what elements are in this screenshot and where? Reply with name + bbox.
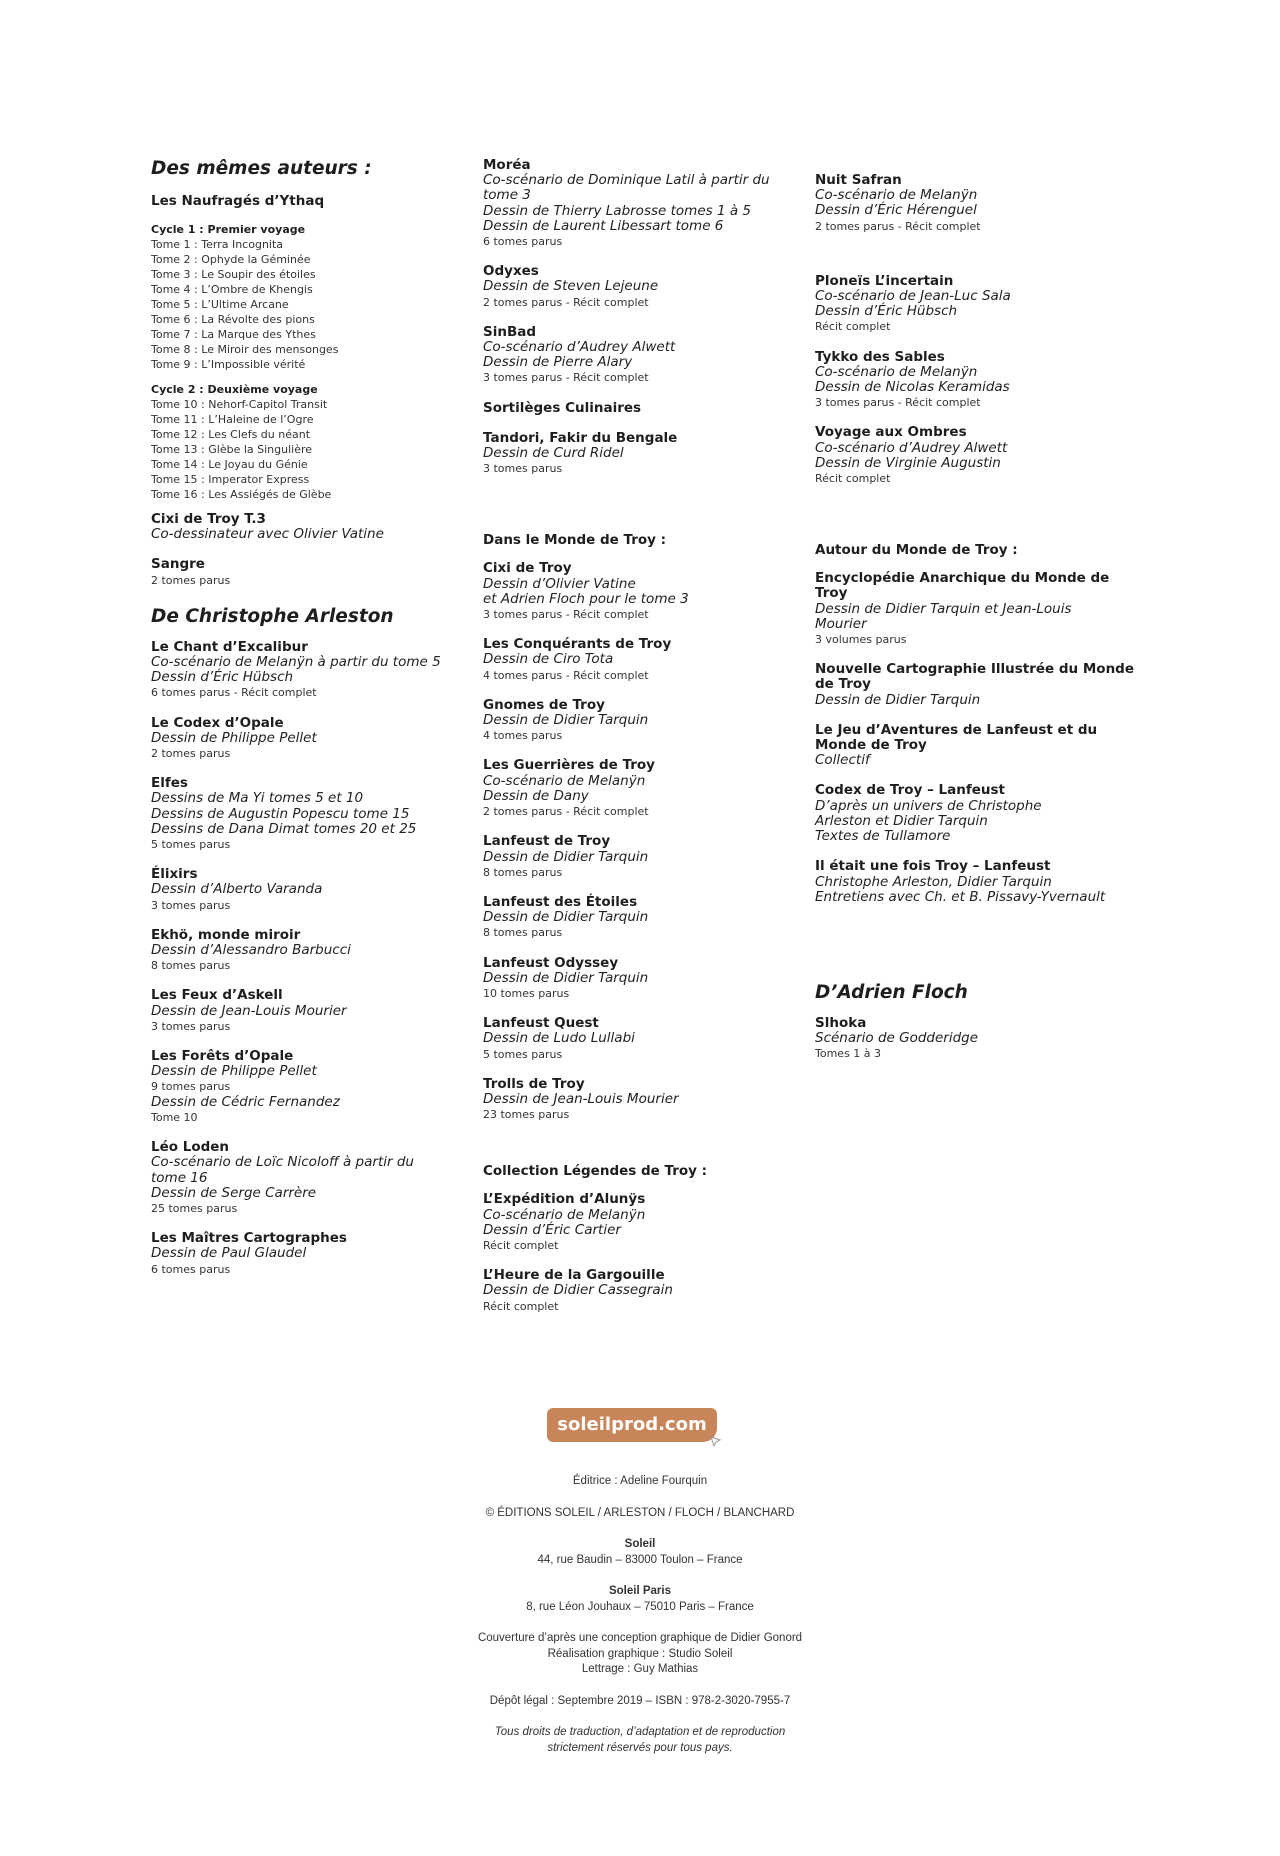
credit-line: Réalisation graphique : Studio Soleil — [547, 1647, 733, 1660]
series-credit: tome 3 — [483, 187, 531, 204]
series-title: Slhoka — [815, 1014, 867, 1031]
publisher-address — [380, 1584, 900, 1615]
series-credit: Dessin de Pierre Alary — [483, 354, 633, 371]
series-count: Récit complet — [815, 472, 891, 486]
series-title: L’Expédition d’Alunÿs — [483, 1191, 646, 1208]
series-credit: Co-scénario de Melanÿn — [483, 772, 646, 789]
series-entry — [483, 637, 803, 683]
series-count: 25 tomes parus — [151, 1201, 238, 1215]
series-entry — [151, 716, 471, 762]
series-count: 3 volumes parus — [815, 633, 907, 647]
series-credit: Dessin de Dany — [483, 787, 589, 804]
series-credit: Dessin de Didier Tarquin et Jean-Louis — [815, 600, 1072, 617]
series-entry — [151, 867, 471, 913]
tome-item: Tome 10 : Nehorf-Capitol Transit — [151, 398, 328, 411]
publisher-street: 44, rue Baudin – 83000 Toulon – France — [537, 1553, 743, 1566]
series-credit: Dessin de Virginie Augustin — [815, 454, 1001, 471]
series-title: Troy — [815, 585, 848, 602]
editor-credit: Éditrice : Adeline Fourquin — [572, 1475, 708, 1487]
cycle-title: Cycle 1 : Premier voyage — [151, 223, 306, 236]
series-credit: Co-scénario de Melanÿn — [815, 187, 978, 204]
series-entry — [815, 350, 1135, 411]
series-title: Les Maîtres Cartographes — [151, 1230, 347, 1247]
series-credit: Dessin de Laurent Libessart tome 6 — [483, 217, 724, 234]
section-title: D’Adrien Floch — [815, 981, 968, 1003]
series-entry — [483, 325, 803, 386]
series-entry — [815, 274, 1135, 335]
series-credit: Dessin de Cédric Fernandez — [151, 1093, 340, 1110]
series-credit: Co-scénario de Jean-Luc Sala — [815, 288, 1011, 305]
tome-item: Tome 4 : L’Ombre de Khengis — [151, 283, 313, 296]
series-credit: Dessin de Jean-Louis Mourier — [483, 1090, 679, 1107]
series-count: Récit complet — [483, 1299, 559, 1313]
series-count: 2 tomes parus - Récit complet — [815, 219, 981, 233]
series-title: Tandori, Fakir du Bengale — [483, 429, 678, 446]
tome-item: Tome 13 : Glèbe la Singulière — [151, 443, 313, 456]
tome-item: Tome 3 : Le Soupir des étoiles — [151, 268, 316, 281]
series-title: Les Feux d’Askell — [151, 987, 283, 1004]
series-title: Tykko des Sables — [815, 348, 945, 365]
rights-line: strictement réservés pour tous pays. — [547, 1741, 733, 1754]
series-credit: Dessin de Ludo Lullabi — [483, 1030, 635, 1047]
series-count: Récit complet — [483, 1238, 559, 1252]
series-entry — [483, 895, 803, 941]
series-title: Cixi de Troy T.3 — [151, 511, 266, 527]
series-count: 3 tomes parus - Récit complet — [815, 396, 981, 410]
series-count: 2 tomes parus — [151, 747, 231, 761]
series-title: Léo Loden — [151, 1139, 230, 1156]
tome-item: Tome 12 : Les Clefs du néant — [151, 428, 311, 441]
series-entry — [483, 158, 803, 249]
series-title: Lanfeust Odyssey — [483, 954, 619, 971]
series-count: 23 tomes parus — [483, 1108, 570, 1122]
series-entry — [151, 1049, 471, 1125]
series-entry — [151, 776, 471, 852]
series-entry — [151, 928, 471, 974]
series-credit: Co-scénario de Melanÿn — [815, 363, 978, 380]
tome-item: Tome 15 : Imperator Express — [151, 473, 310, 486]
series-title: Les Guerrières de Troy — [483, 757, 655, 774]
column-right — [815, 173, 1135, 1077]
series-count: 6 tomes parus — [483, 235, 563, 249]
publisher-street: 8, rue Léon Jouhaux – 75010 Paris – France — [526, 1600, 754, 1613]
series-entry — [483, 1192, 803, 1253]
series-credit: Dessin de Serge Carrère — [151, 1184, 317, 1201]
series-credit: Dessins de Augustin Popescu tome 15 — [151, 805, 410, 822]
series-credit: Dessin d’Olivier Vatine — [483, 575, 636, 592]
series-entry — [815, 662, 1135, 708]
series-title: Gnomes de Troy — [483, 696, 605, 713]
series-entry — [815, 571, 1135, 647]
series-title: Nuit Safran — [815, 172, 902, 188]
series-credit: Dessin d’Éric Hübsch — [151, 669, 294, 686]
series-credit: Dessins de Ma Yi tomes 5 et 10 — [151, 790, 364, 807]
series-entry — [483, 834, 803, 880]
series-credit: tome 16 — [151, 1169, 208, 1186]
series-title: Lanfeust Quest — [483, 1015, 599, 1032]
series-credit: Co-dessinateur avec Olivier Vatine — [151, 526, 384, 543]
series-title: Odyxes — [483, 263, 539, 280]
series-title: Lanfeust de Troy — [483, 833, 611, 850]
series-entry — [483, 758, 803, 819]
cycle-list — [151, 222, 471, 372]
series-count: 8 tomes parus — [483, 926, 563, 940]
series-entry — [151, 988, 471, 1034]
series-credit: Dessin de Curd Ridel — [483, 445, 624, 462]
series-title: Le Chant d’Excalibur — [151, 638, 308, 655]
series-credit: Co-scénario de Melanÿn à partir du tome 5 — [151, 654, 441, 671]
series-credit: Dessin de Ciro Tota — [483, 651, 614, 668]
tome-item: Tome 5 : L’Ultime Arcane — [151, 298, 289, 311]
tome-item: Tome 11 : L’Haleine de l’Ogre — [151, 413, 314, 426]
credit-line: Lettrage : Guy Mathias — [581, 1663, 699, 1675]
copyright: © ÉDITIONS SOLEIL / ARLESTON / FLOCH / BLANCHARD — [485, 1506, 795, 1519]
series-credit: Dessin d’Alberto Varanda — [151, 881, 323, 898]
section-heading: Dans le Monde de Troy : — [483, 532, 667, 549]
series-count: 8 tomes parus — [151, 959, 231, 973]
series-credit: Dessin de Nicolas Keramidas — [815, 379, 1010, 396]
series-count: 6 tomes parus — [151, 1262, 231, 1276]
series-count: 3 tomes parus — [151, 898, 231, 912]
series-credit: Dessin de Philippe Pellet — [151, 1063, 317, 1080]
series-entry — [483, 1016, 803, 1062]
series-entry — [815, 1016, 1135, 1062]
series-entry — [483, 431, 803, 477]
series-count: 3 tomes parus — [151, 1019, 231, 1033]
series-count: 5 tomes parus — [483, 1047, 563, 1061]
tome-item: Tome 2 : Ophyde la Géminée — [151, 253, 311, 266]
series-entry — [483, 698, 803, 744]
section-title: Des mêmes auteurs : — [151, 158, 372, 179]
series-entry — [815, 783, 1135, 844]
series-credit: Mourier — [815, 615, 867, 632]
series-count: 4 tomes parus — [483, 729, 563, 743]
series-count: 3 tomes parus - Récit complet — [483, 371, 649, 385]
series-credit: Dessin de Paul Glaudel — [151, 1245, 307, 1262]
tome-item: Tome 16 : Les Assiégés de Glèbe — [151, 488, 332, 501]
series-count: 8 tomes parus — [483, 865, 563, 879]
legal-deposit: Dépôt légal : Septembre 2019 – ISBN : 978-2-3020-7955-7 — [489, 1694, 791, 1707]
series-title: Trolls de Troy — [483, 1075, 585, 1092]
series-credit: Dessin d’Éric Hérenguel — [815, 202, 977, 219]
publisher-name: Soleil Paris — [608, 1585, 671, 1597]
section-heading: Collection Légendes de Troy : — [483, 1163, 708, 1180]
series-title: Sangre — [151, 556, 205, 573]
tome-item: Tome 6 : La Révolte des pions — [151, 313, 315, 326]
rights-notice — [380, 1725, 900, 1756]
series-count: 6 tomes parus - Récit complet — [151, 686, 317, 700]
series-entry — [483, 1268, 803, 1314]
tome-item: Tome 14 : Le Joyau du Génie — [151, 458, 308, 471]
tome-item: Tome 1 : Terra Incognita — [151, 238, 284, 251]
column-left — [151, 158, 471, 1292]
series-entry — [483, 1077, 803, 1123]
series-credit: Dessin de Jean-Louis Mourier — [151, 1002, 347, 1019]
series-title: Élixirs — [151, 866, 198, 883]
series-entry — [815, 173, 1135, 234]
series-credit: Dessins de Dana Dimat tomes 20 et 25 — [151, 820, 417, 837]
series-credit: Dessin de Didier Cassegrain — [483, 1282, 673, 1299]
series-credit: Co-scénario d’Audrey Alwett — [815, 439, 1008, 456]
series-title: de Troy — [815, 676, 871, 693]
series-entry — [815, 859, 1135, 905]
series-title: SinBad — [483, 323, 537, 340]
tome-item: Tome 8 : Le Miroir des mensonges — [151, 343, 339, 356]
series-credit: Entretiens avec Ch. et B. Pissavy-Yvernault — [815, 888, 1106, 905]
series-title: Cixi de Troy — [483, 560, 572, 577]
series-credit: Dessin de Thierry Labrosse tomes 1 à 5 — [483, 202, 751, 219]
publisher-address — [380, 1537, 900, 1568]
tome-item: Tome 9 : L’Impossible vérité — [151, 358, 306, 371]
series-title: Elfes — [151, 775, 188, 792]
series-count: 5 tomes parus — [151, 838, 231, 852]
section-title: De Christophe Arleston — [151, 605, 394, 627]
cursor-arrow-icon — [710, 1436, 722, 1448]
series-title: Ploneïs L’incertain — [815, 272, 954, 289]
series-credit: Co-scénario d’Audrey Alwett — [483, 339, 676, 356]
cycle-title: Cycle 2 : Deuxième voyage — [151, 383, 318, 396]
series-credit: Co-scénario de Melanÿn — [483, 1206, 646, 1223]
series-title: Les Forêts d’Opale — [151, 1048, 294, 1065]
series-credit: Co-scénario de Loïc Nicoloff à partir du — [151, 1154, 414, 1171]
series-credit: Dessin de Didier Tarquin — [815, 691, 981, 708]
series-entry — [815, 425, 1135, 486]
series-entry — [483, 264, 803, 310]
credit-line: Couverture d’après une conception graphique de Didier Gonord — [477, 1632, 803, 1644]
series-credit: Co-scénario de Dominique Latil à partir du — [483, 172, 770, 189]
series-count: Tome 10 — [151, 1110, 198, 1124]
series-credit: Dessin de Didier Tarquin — [483, 909, 649, 926]
series-title: Nouvelle Cartographie Illustrée du Monde — [815, 661, 1135, 678]
series-title: Le Jeu d’Aventures de Lanfeust et du — [815, 721, 1098, 738]
series-entry — [483, 956, 803, 1002]
series-credit: Dessin de Didier Tarquin — [483, 712, 649, 729]
series-entry — [151, 512, 471, 542]
series-entry — [151, 1231, 471, 1277]
series-entry — [151, 640, 471, 701]
series-count: 2 tomes parus - Récit complet — [483, 805, 649, 819]
series-title: Lanfeust des Étoiles — [483, 893, 638, 910]
series-title: Moréa — [483, 157, 531, 173]
cycle-list — [151, 382, 471, 502]
series-credit: Christophe Arleston, Didier Tarquin — [815, 873, 1052, 890]
series-entry — [151, 557, 471, 587]
series-credit: et Adrien Floch pour le tome 3 — [483, 590, 689, 607]
series-credit: Dessin de Steven Lejeune — [483, 278, 659, 295]
series-entry — [483, 561, 803, 622]
series-title: L’Heure de la Gargouille — [483, 1267, 665, 1284]
series-title: Codex de Troy – Lanfeust — [815, 782, 1005, 799]
series-credit: Textes de Tullamore — [815, 828, 951, 845]
series-count: 10 tomes parus — [483, 986, 570, 1000]
series-title: Il était une fois Troy – Lanfeust — [815, 858, 1051, 875]
series-credit: Dessin d’Éric Hübsch — [815, 303, 958, 320]
series-title: Les Naufragés d’Ythaq — [151, 193, 325, 209]
tome-item: Tome 7 : La Marque des Ythes — [151, 328, 316, 341]
series-title: Ekhö, monde miroir — [151, 926, 301, 943]
series-credit: Dessin d’Éric Cartier — [483, 1221, 621, 1238]
series-entry — [815, 723, 1135, 769]
publisher-name: Soleil — [624, 1538, 656, 1550]
imprint — [380, 1474, 900, 1772]
series-credit: Dessin de Didier Tarquin — [483, 969, 649, 986]
rights-line: Tous droits de traduction, d’adaptation et de reproduction — [494, 1726, 786, 1738]
series-credit: Arleston et Didier Tarquin — [815, 812, 988, 829]
series-count: 2 tomes parus - Récit complet — [483, 295, 649, 309]
series-title: Monde de Troy — [815, 737, 927, 754]
soleilprod-logo-link[interactable]: soleilprod.com — [547, 1408, 717, 1442]
series-credit: Scénario de Godderidge — [815, 1030, 979, 1047]
series-count: 4 tomes parus - Récit complet — [483, 668, 649, 682]
series-title: Voyage aux Ombres — [815, 424, 967, 441]
series-count: 3 tomes parus - Récit complet — [483, 608, 649, 622]
series-count: 3 tomes parus — [483, 462, 563, 476]
series-entry — [483, 401, 803, 416]
series-title: Les Conquérants de Troy — [483, 636, 672, 653]
series-title: Encyclopédie Anarchique du Monde de — [815, 570, 1110, 587]
section-heading: Autour du Monde de Troy : — [815, 542, 1018, 559]
series-credit: Dessin de Philippe Pellet — [151, 729, 317, 746]
production-credits — [380, 1631, 900, 1678]
series-count: 9 tomes parus — [151, 1080, 231, 1094]
series-title: Sortilèges Culinaires — [483, 399, 642, 416]
series-count: Tomes 1 à 3 — [815, 1047, 882, 1061]
series-credit: Dessin d’Alessandro Barbucci — [151, 942, 351, 959]
series-credit: Collectif — [815, 752, 870, 769]
column-middle — [483, 158, 803, 1329]
series-credit: D’après un univers de Christophe — [815, 797, 1042, 814]
series-count: 2 tomes parus — [151, 573, 231, 587]
series-credit: Dessin de Didier Tarquin — [483, 848, 649, 865]
series-title: Le Codex d’Opale — [151, 714, 284, 731]
series-count: Récit complet — [815, 320, 891, 334]
series-entry — [151, 1140, 471, 1216]
